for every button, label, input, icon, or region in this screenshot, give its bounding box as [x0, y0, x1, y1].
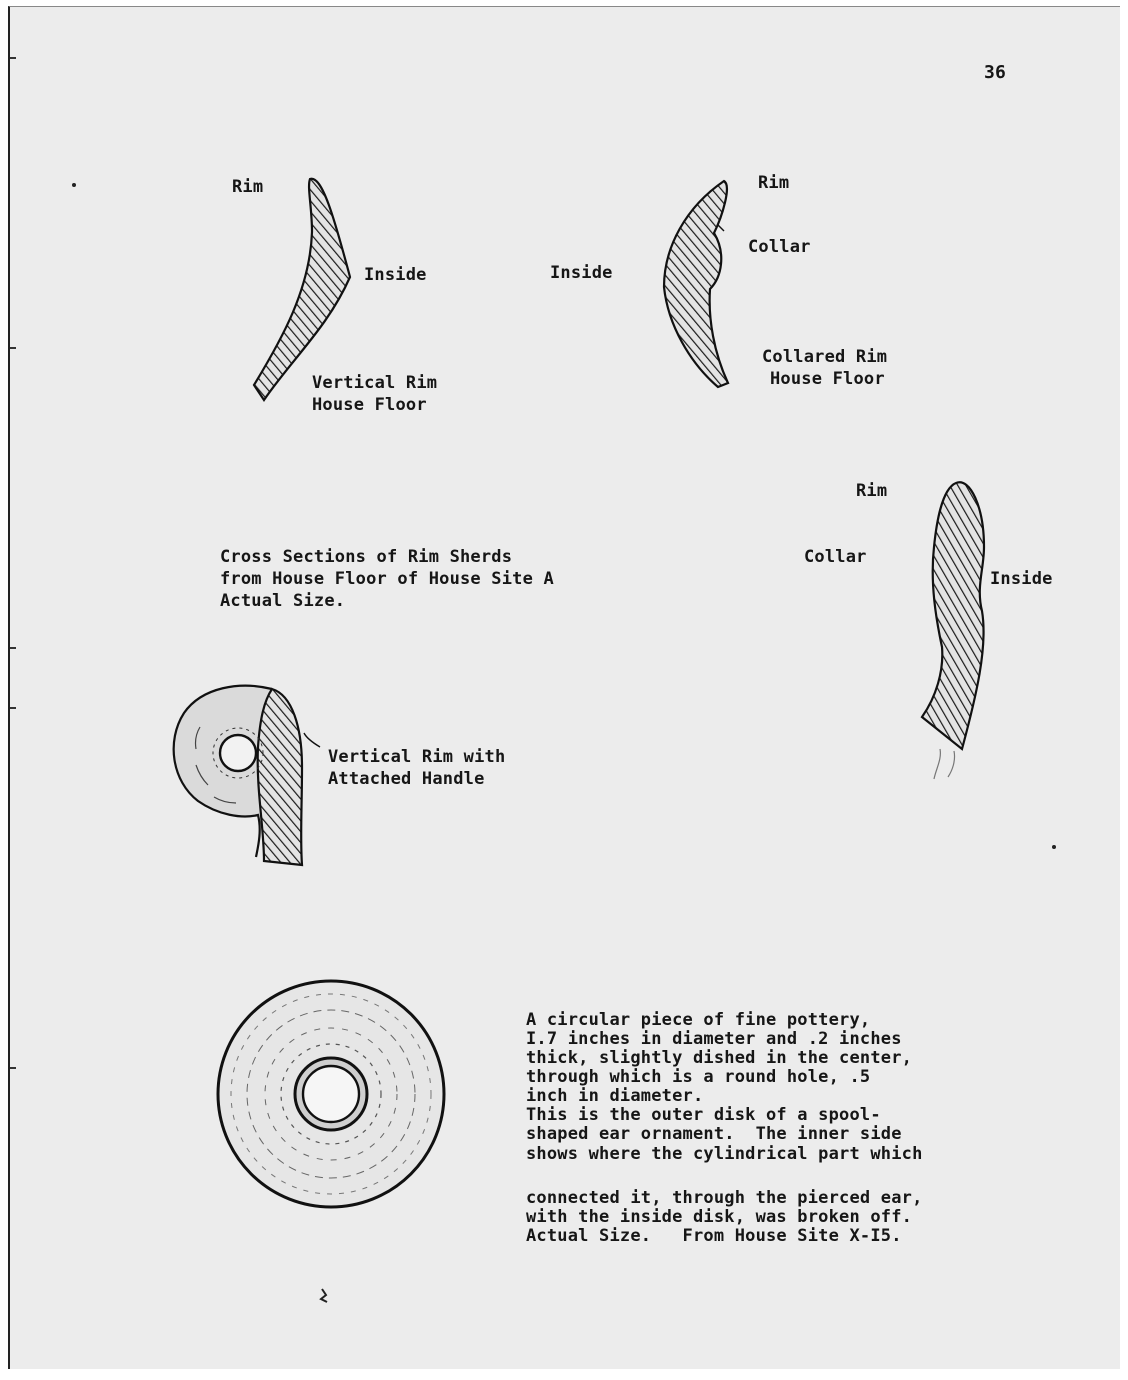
handle-drawing: [174, 686, 320, 865]
disk-description-line-8: shows where the cylindrical part which: [526, 1144, 923, 1164]
vertical-rim-caption-line-2: House Floor: [312, 395, 427, 415]
vertical-rim-caption-line-1: Vertical Rim: [312, 373, 438, 393]
document-page: [8, 6, 1120, 1369]
disk-description-line-4: through which is a round hole, .5: [526, 1067, 871, 1087]
disk-description-line-9: connected it, through the pierced ear,: [526, 1188, 923, 1208]
disk-description-line-10: with the inside disk, was broken off.: [526, 1207, 913, 1227]
cross-sections-caption-line-3: Actual Size.: [220, 591, 346, 611]
disk-description-line-5: inch in diameter.: [526, 1086, 704, 1106]
vertical-rim-inside-label: Inside: [364, 265, 427, 285]
collared-rim-inside-label: Inside: [550, 263, 613, 283]
disk-description-line-2: I.7 inches in diameter and .2 inches: [526, 1029, 902, 1049]
disk-description-line-6: This is the outer disk of a spool-: [526, 1105, 881, 1125]
pottery-disk-drawing: [218, 981, 444, 1207]
collared-rim-caption-line-1: Collared Rim: [762, 347, 888, 367]
handle-caption-line-2: Attached Handle: [328, 769, 485, 789]
cross-sections-caption-line-2: from House Floor of House Site A: [220, 569, 554, 589]
disk-description-line-7: shaped ear ornament. The inner side: [526, 1124, 902, 1144]
collared-rim-collar-label: Collar: [748, 237, 811, 257]
right-sherd-collar-label: Collar: [804, 547, 867, 567]
sherd-drawings: [10, 7, 1120, 1369]
disk-description-line-3: thick, slightly dished in the center,: [526, 1048, 913, 1068]
right-sherd-inside-label: Inside: [990, 569, 1053, 589]
page-number: 36: [984, 62, 1007, 83]
collared-rim-rim-label: Rim: [758, 173, 790, 193]
vertical-rim-sherd: [254, 179, 350, 400]
collared-rim-sherd-right: [922, 482, 984, 749]
collared-rim-sherd: [664, 181, 728, 387]
handle-caption-line-1: Vertical Rim with: [328, 747, 506, 767]
disk-description-line-11: Actual Size. From House Site X-I5.: [526, 1226, 902, 1246]
collared-rim-caption-line-2: House Floor: [770, 369, 885, 389]
cross-sections-caption-line-1: Cross Sections of Rim Sherds: [220, 547, 513, 567]
disk-description-line-1: A circular piece of fine pottery,: [526, 1010, 871, 1030]
right-sherd-rim-label: Rim: [856, 481, 888, 501]
vertical-rim-rim-label: Rim: [232, 177, 264, 197]
